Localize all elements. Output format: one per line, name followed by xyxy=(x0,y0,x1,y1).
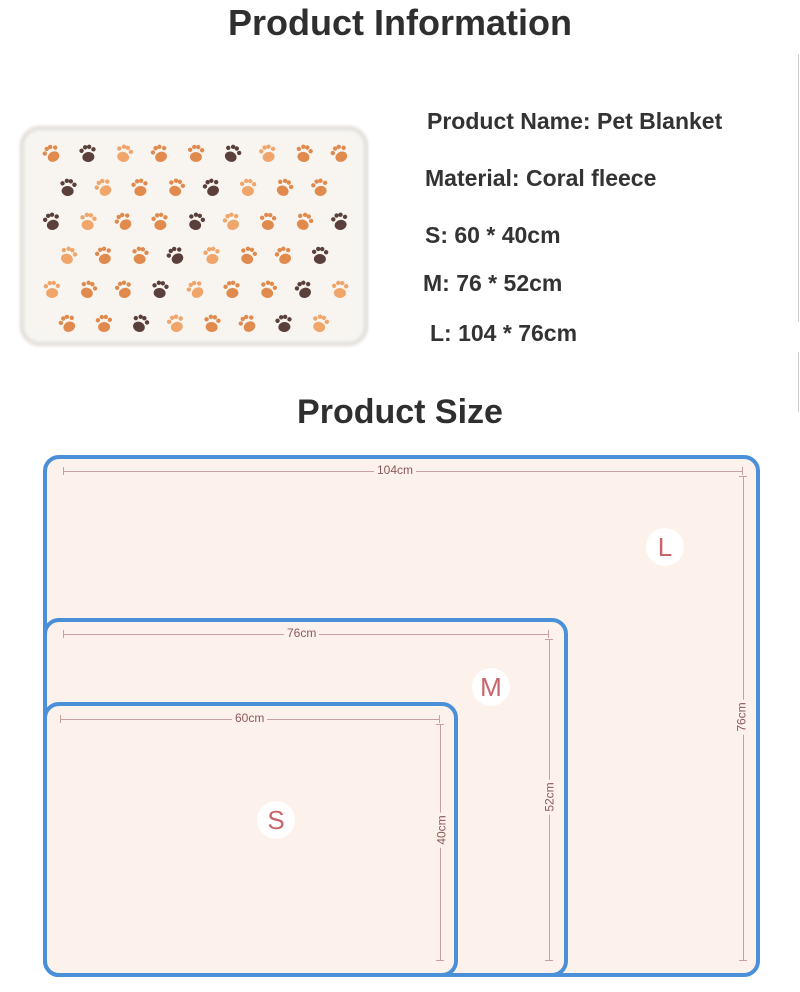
width-label-m: 76cm xyxy=(284,626,319,640)
dimension-tick xyxy=(439,715,440,723)
pet-blanket-image xyxy=(18,124,370,348)
dimension-tick xyxy=(63,467,64,475)
material-line: Material: Coral fleece xyxy=(425,165,657,191)
width-label-s: 60cm xyxy=(232,711,267,725)
dimension-tick xyxy=(436,960,444,961)
section-title-size: Product Size xyxy=(297,393,503,431)
height-label-m: 52cm xyxy=(543,779,557,814)
dimension-tick xyxy=(60,715,61,723)
width-label-l: 104cm xyxy=(374,463,416,477)
dimension-tick xyxy=(739,960,747,961)
divider-line xyxy=(798,54,799,322)
size-badge-s: S xyxy=(257,801,295,839)
size-badge-l: L xyxy=(646,528,684,566)
height-label-s: 40cm xyxy=(435,812,449,847)
size-m-line: M: 76 * 52cm xyxy=(423,270,563,296)
height-label-l: 76cm xyxy=(735,699,749,734)
size-badge-m: M xyxy=(472,668,510,706)
product-name-line: Product Name: Pet Blanket xyxy=(427,108,723,134)
dimension-tick xyxy=(545,960,553,961)
dimension-tick xyxy=(742,467,743,475)
dimension-tick xyxy=(548,630,549,638)
dimension-tick xyxy=(436,724,444,725)
size-l-line: L: 104 * 76cm xyxy=(430,320,578,346)
section-title-info: Product Information xyxy=(228,2,572,43)
dimension-tick xyxy=(739,476,747,477)
size-s-outline xyxy=(43,702,458,977)
size-s-line: S: 60 * 40cm xyxy=(425,222,561,248)
dimension-tick xyxy=(63,630,64,638)
dimension-tick xyxy=(545,639,553,640)
